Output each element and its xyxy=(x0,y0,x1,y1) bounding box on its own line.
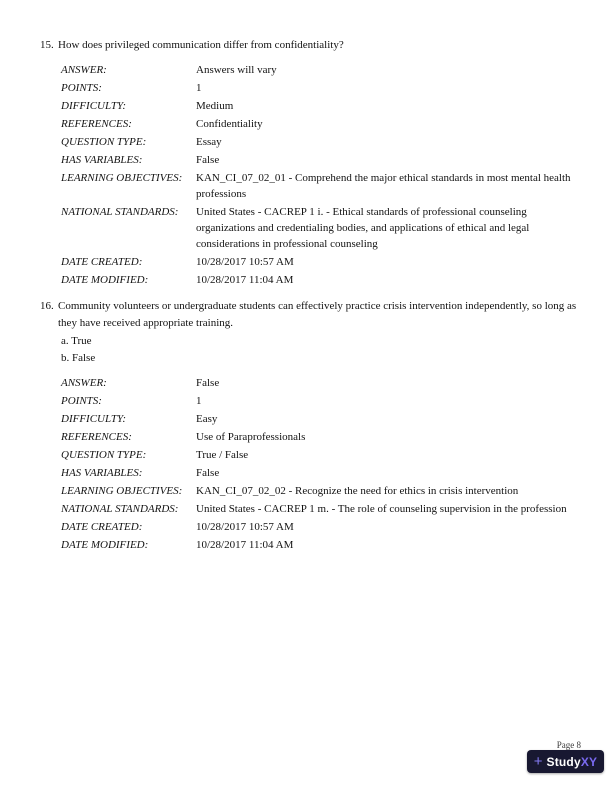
field-row-has-variables xyxy=(61,152,578,168)
field-value: Confidentiality xyxy=(196,118,263,130)
field-label: HAS VARIABLES: xyxy=(61,154,143,166)
field-value: 10/28/2017 11:04 AM xyxy=(196,274,294,286)
field-row-national-standards xyxy=(61,501,578,517)
field-label: QUESTION TYPE: xyxy=(61,449,147,461)
brand-suffix-text: XY xyxy=(580,754,598,769)
choice-a: a. True xyxy=(61,335,92,347)
field-label: DATE MODIFIED: xyxy=(61,539,149,551)
question-15-block xyxy=(40,37,578,288)
field-value: 1 xyxy=(196,82,202,94)
field-value: 10/28/2017 11:04 AM xyxy=(196,539,294,551)
field-value: False xyxy=(196,467,220,479)
field-label: LEARNING OBJECTIVES: xyxy=(61,485,183,497)
field-row-date-created xyxy=(61,519,578,535)
question-number: 15. xyxy=(40,39,54,51)
question-line xyxy=(40,298,578,332)
field-label: REFERENCES: xyxy=(61,431,132,443)
field-row-date-modified xyxy=(61,272,578,288)
field-label: REFERENCES: xyxy=(61,118,132,130)
question-metadata-table xyxy=(61,62,578,288)
field-label: POINTS: xyxy=(61,395,102,407)
field-row-question-type xyxy=(61,134,578,150)
field-row-references xyxy=(61,429,578,445)
field-row-points xyxy=(61,80,578,96)
field-row-date-created xyxy=(61,254,578,270)
field-label: ANSWER: xyxy=(61,377,107,389)
field-label: DIFFICULTY: xyxy=(61,413,127,425)
field-value: United States - CACREP 1 m. - The role of counseling supervision in the profession xyxy=(196,503,567,515)
question-16-block xyxy=(40,298,578,553)
field-value: KAN_CI_07_02_01 - Comprehend the major ethical standards in most mental health professions xyxy=(196,172,571,200)
field-value: False xyxy=(196,377,220,389)
field-row-date-modified xyxy=(61,537,578,553)
field-value: Use of Paraprofessionals xyxy=(196,431,306,443)
field-row-has-variables xyxy=(61,465,578,481)
studyxy-brand-badge[interactable] xyxy=(527,750,604,773)
field-label: DATE CREATED: xyxy=(61,521,143,533)
plus-icon: + xyxy=(533,752,543,770)
field-label: DATE MODIFIED: xyxy=(61,274,149,286)
question-text: Community volunteers or undergraduate students can effectively practice crisis intervention independently, so long as they have received appropriate training. xyxy=(58,300,577,329)
question-number: 16. xyxy=(40,300,54,312)
field-row-answer xyxy=(61,375,578,391)
answer-choices xyxy=(61,333,578,367)
field-label: LEARNING OBJECTIVES: xyxy=(61,172,183,184)
field-row-question-type xyxy=(61,447,578,463)
field-label: DATE CREATED: xyxy=(61,256,143,268)
field-row-references xyxy=(61,116,578,132)
field-value: 10/28/2017 10:57 AM xyxy=(196,256,294,268)
field-row-learning-objectives xyxy=(61,170,578,202)
field-row-answer xyxy=(61,62,578,78)
field-label: NATIONAL STANDARDS: xyxy=(61,206,179,218)
field-label: NATIONAL STANDARDS: xyxy=(61,503,179,515)
field-label: DIFFICULTY: xyxy=(61,100,127,112)
field-value: KAN_CI_07_02_02 - Recognize the need for ethics in crisis intervention xyxy=(196,485,519,497)
field-value: 1 xyxy=(196,395,202,407)
field-label: ANSWER: xyxy=(61,64,107,76)
field-row-difficulty xyxy=(61,98,578,114)
page-number-label: Page 8 xyxy=(556,740,581,750)
field-value: 10/28/2017 10:57 AM xyxy=(196,521,294,533)
choice-b: b. False xyxy=(61,352,96,364)
question-metadata-table xyxy=(61,375,578,553)
field-value: United States - CACREP 1 i. - Ethical standards of professional counseling organizations and credentialing bodies, and applications of ethical and legal considerations in professional counseling xyxy=(196,206,530,250)
field-value: Medium xyxy=(196,100,234,112)
field-label: POINTS: xyxy=(61,82,102,94)
field-value: Answers will vary xyxy=(196,64,277,76)
field-label: HAS VARIABLES: xyxy=(61,467,143,479)
brand-name-text: Study xyxy=(546,754,581,769)
field-value: Easy xyxy=(196,413,218,425)
question-line xyxy=(40,37,578,54)
field-row-learning-objectives xyxy=(61,483,578,499)
field-row-difficulty xyxy=(61,411,578,427)
field-row-points xyxy=(61,393,578,409)
field-value: True / False xyxy=(196,449,249,461)
field-row-national-standards xyxy=(61,204,578,252)
field-label: QUESTION TYPE: xyxy=(61,136,147,148)
field-value: Essay xyxy=(196,136,222,148)
question-text: How does privileged communication differ from confidentiality? xyxy=(58,39,344,51)
field-value: False xyxy=(196,154,220,166)
